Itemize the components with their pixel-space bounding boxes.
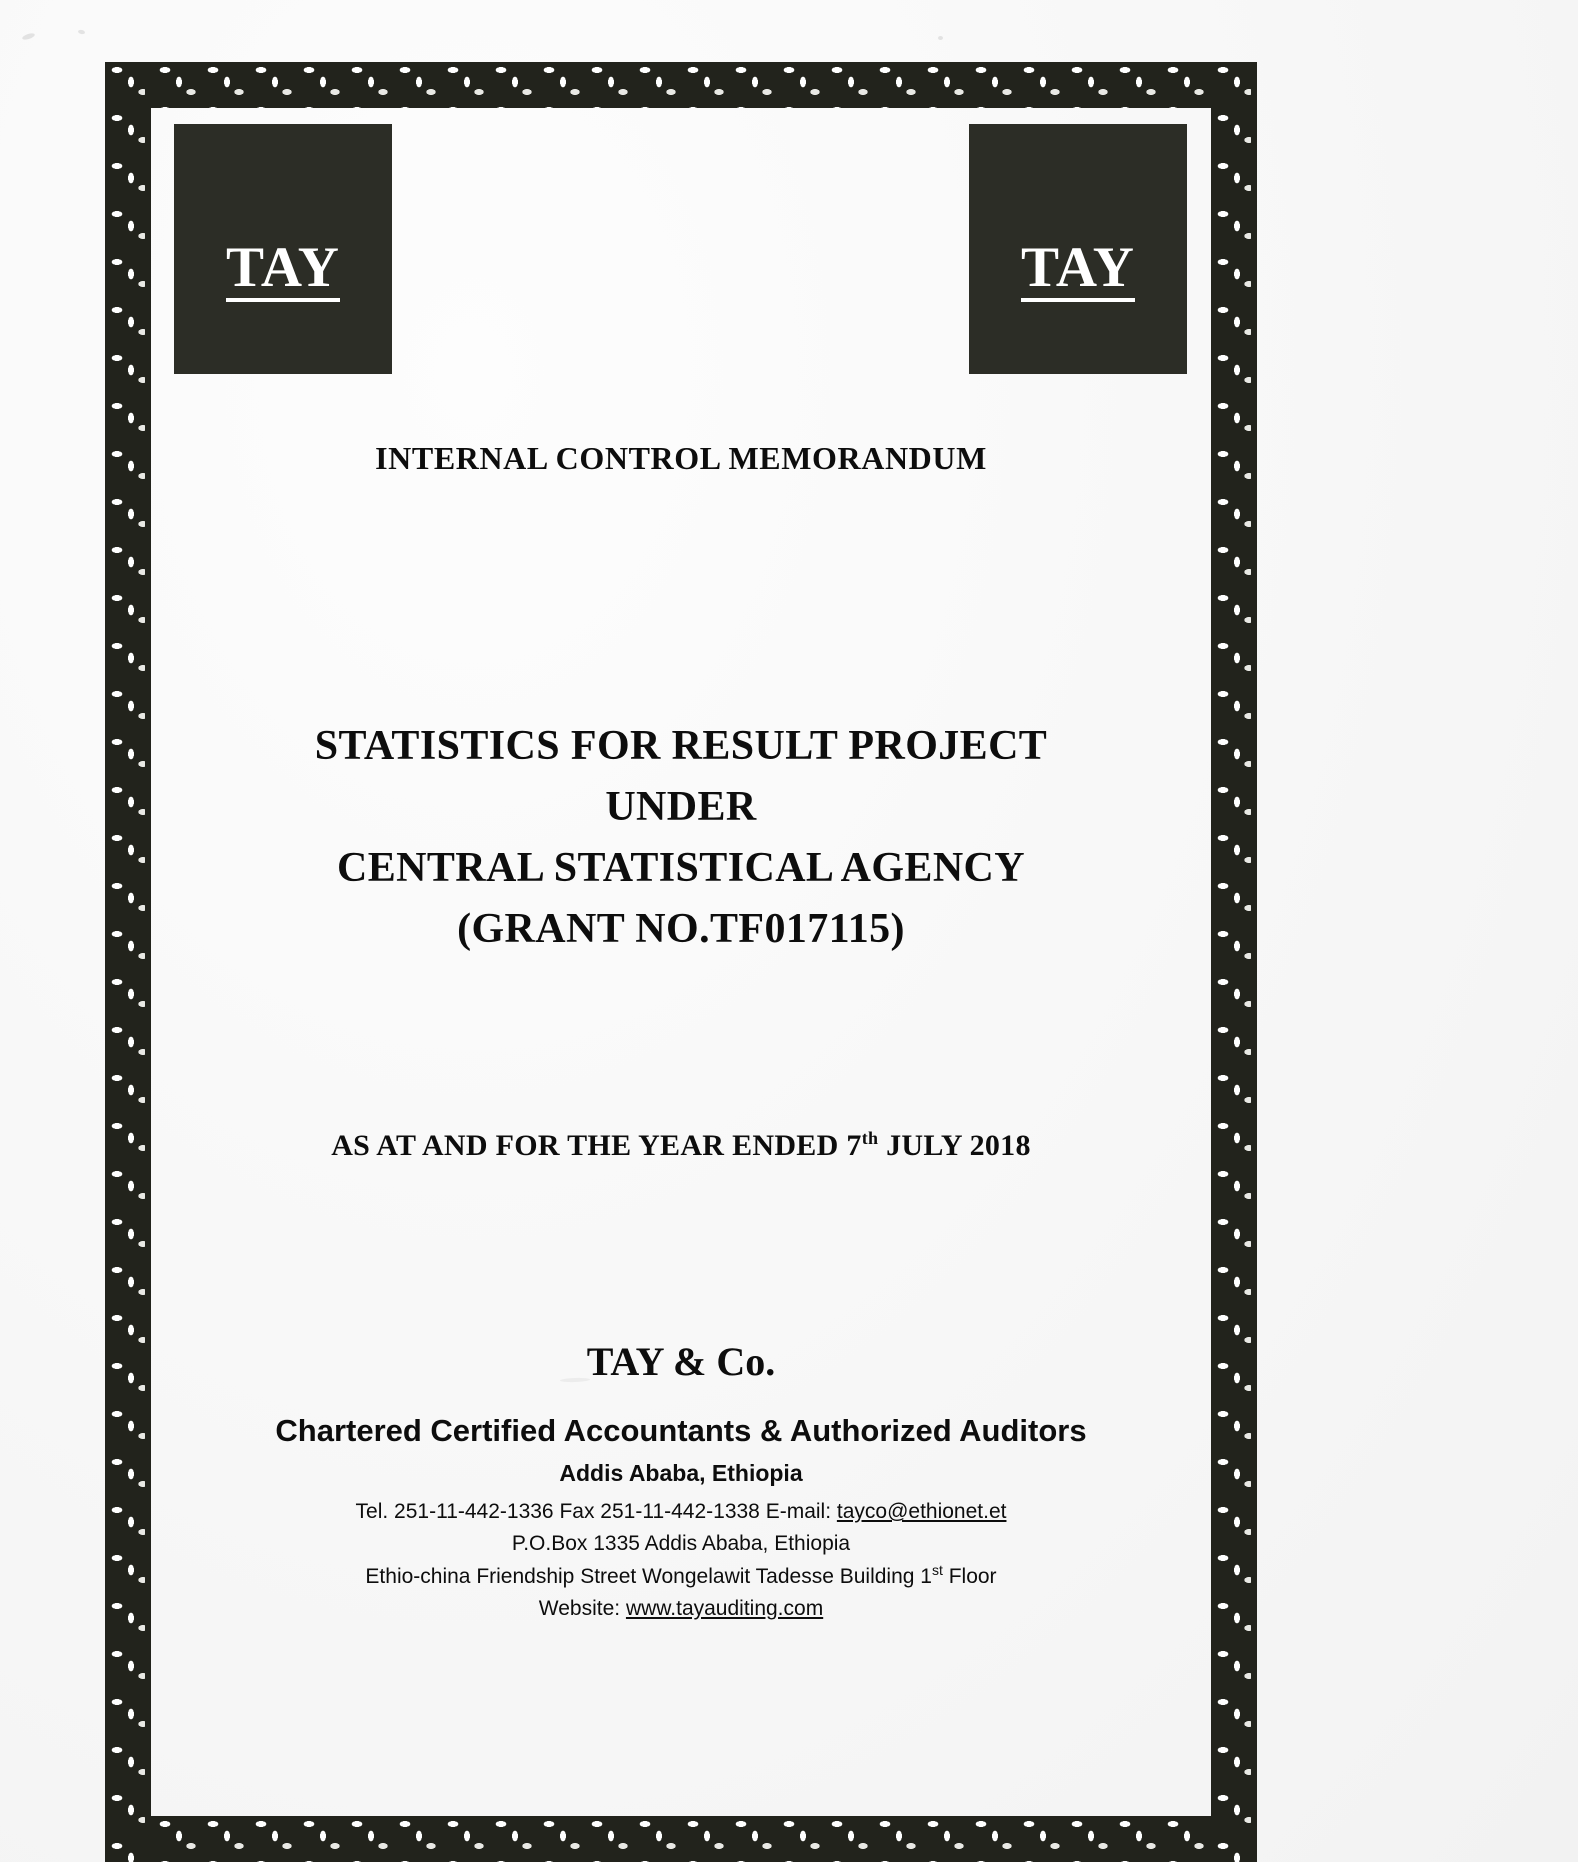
contact-phone-line <box>151 1496 1211 1528</box>
contact-phone-fax: Tel. 251-11-442-1336 Fax 251-11-442-1338 E-mail: <box>355 1500 837 1523</box>
period-ordinal: th <box>861 1128 879 1148</box>
period-suffix: JULY 2018 <box>878 1129 1031 1162</box>
project-title-line-2: UNDER <box>605 783 757 830</box>
border-left <box>105 62 151 1862</box>
contact-website[interactable]: www.tayauditing.com <box>625 1596 824 1620</box>
firm-name: TAY & Co. <box>586 1339 776 1384</box>
period-prefix: AS AT AND FOR THE YEAR ENDED 7 <box>331 1129 862 1162</box>
firm-contact-block <box>151 1496 1211 1625</box>
contact-street-line <box>151 1560 1211 1593</box>
logo-block-right <box>969 124 1187 374</box>
contact-street-suffix: Floor <box>942 1564 997 1588</box>
firm-city: Addis Ababa, Ethiopia <box>559 1460 803 1486</box>
scan-artifact <box>78 29 86 34</box>
contact-website-line <box>151 1593 1211 1625</box>
contact-street-ordinal: st <box>931 1561 943 1578</box>
project-title <box>151 716 1211 960</box>
logo-text-left: TAY <box>226 239 340 302</box>
project-title-line-4: (GRANT NO.TF017115) <box>457 905 905 952</box>
contact-street-prefix: Ethio-china Friendship Street Wongelawit Tadesse Building 1 <box>365 1564 932 1588</box>
border-right <box>1211 62 1257 1862</box>
cover-content <box>151 108 1211 1816</box>
project-title-line-1: STATISTICS FOR RESULT PROJECT <box>314 723 1048 769</box>
contact-website-label: Website: <box>538 1596 626 1620</box>
project-title-line-3: CENTRAL STATISTICAL AGENCY <box>336 844 1026 891</box>
reporting-period <box>151 1128 1211 1163</box>
logo-text-right: TAY <box>1021 239 1135 302</box>
logo-block-left <box>174 124 392 374</box>
contact-email[interactable]: tayco@ethionet.et <box>836 1500 1007 1523</box>
border-top <box>105 62 1257 108</box>
contact-po-box: P.O.Box 1335 Addis Ababa, Ethiopia <box>511 1531 851 1555</box>
border-bottom <box>105 1816 1257 1862</box>
scan-artifact <box>22 32 36 41</box>
scan-artifact <box>938 36 943 40</box>
firm-description: Chartered Certified Accountants & Authorized Auditors <box>275 1413 1087 1448</box>
memorandum-heading: INTERNAL CONTROL MEMORANDUM <box>375 440 987 476</box>
